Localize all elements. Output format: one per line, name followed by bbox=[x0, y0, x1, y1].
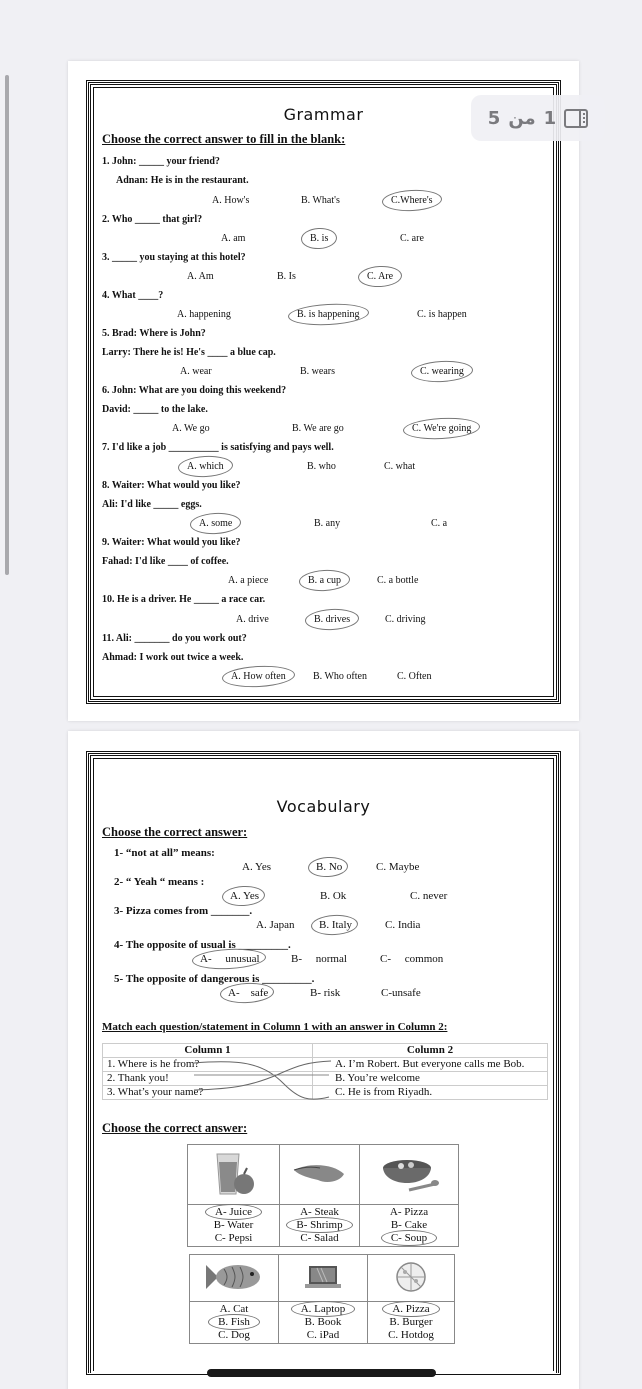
match-row bbox=[103, 1086, 548, 1100]
p1-option-c[interactable]: C- Pepsi bbox=[214, 1232, 253, 1244]
picture-options bbox=[368, 1302, 455, 1344]
match-col2-item[interactable]: B. You’re welcome bbox=[313, 1072, 548, 1086]
question-3-line-1: 3. _____ you staying at this hotel? bbox=[102, 252, 246, 263]
q6-option-a[interactable]: A. We go bbox=[172, 423, 210, 434]
page-border-inner bbox=[93, 87, 554, 697]
q1-option-c[interactable]: C.Where's bbox=[391, 195, 433, 206]
shrimp-icon bbox=[290, 1158, 350, 1188]
match-col1-item[interactable]: 2. Thank you! bbox=[103, 1072, 313, 1086]
p5-option-a[interactable]: A. Laptop bbox=[300, 1303, 346, 1315]
q10-option-a[interactable]: A. drive bbox=[236, 614, 269, 625]
match-table bbox=[102, 1043, 548, 1100]
fish-icon bbox=[204, 1261, 264, 1293]
q11-option-c[interactable]: C. Often bbox=[397, 671, 432, 682]
home-indicator[interactable] bbox=[207, 1369, 436, 1377]
p2-option-a[interactable]: A- Steak bbox=[300, 1206, 339, 1218]
match-col1-item[interactable]: 1. Where is he from? bbox=[103, 1058, 313, 1072]
p6-option-b[interactable]: B. Burger bbox=[389, 1316, 433, 1328]
sidebar-thumbnails-icon bbox=[564, 109, 588, 128]
picture-cell bbox=[279, 1255, 368, 1302]
picture-cell bbox=[360, 1145, 459, 1205]
match-col2-header: Column 2 bbox=[313, 1044, 548, 1058]
q2-option-c[interactable]: C. are bbox=[400, 233, 424, 244]
v1-option-b[interactable]: B. No bbox=[316, 861, 343, 873]
v3-option-a[interactable]: A. Japan bbox=[256, 919, 295, 931]
v3-option-c[interactable]: C. India bbox=[385, 919, 421, 931]
vocab-question-4: 4- The opposite of usual is _________. bbox=[114, 939, 291, 951]
question-9-line-2: Fahad: I'd like ____ of coffee. bbox=[102, 556, 229, 567]
vocab-question-2: 2- “ Yeah “ means : bbox=[114, 876, 205, 888]
p4-option-b[interactable]: B. Fish bbox=[218, 1316, 250, 1328]
question-8-line-1: 8. Waiter: What would you like? bbox=[102, 480, 241, 491]
juice-and-orange-icon bbox=[209, 1148, 259, 1198]
picture-cell bbox=[280, 1145, 360, 1205]
laptop-icon bbox=[303, 1264, 343, 1290]
picture-options bbox=[280, 1205, 360, 1247]
q3-option-c[interactable]: C. Are bbox=[367, 271, 394, 282]
question-7-line-1: 7. I'd like a job __________ is satisfying and pays well. bbox=[102, 442, 334, 453]
q5-option-c[interactable]: C. wearing bbox=[420, 366, 464, 377]
v4-option-b[interactable]: B- normal bbox=[291, 953, 347, 965]
match-col2-item[interactable]: A. I’m Robert. But everyone calls me Bob. bbox=[313, 1058, 548, 1072]
match-col1-item[interactable]: 3. What’s your name? bbox=[103, 1086, 313, 1100]
picture-options bbox=[188, 1205, 280, 1247]
picture-options bbox=[360, 1205, 459, 1247]
vocab-question-3: 3- Pizza comes from _______. bbox=[114, 905, 253, 917]
q4-option-b[interactable]: B. is happening bbox=[297, 309, 360, 320]
question-2-line-1: 2. Who _____ that girl? bbox=[102, 214, 203, 225]
p5-option-b[interactable]: B. Book bbox=[304, 1316, 342, 1328]
q8-option-b[interactable]: B. any bbox=[314, 518, 341, 529]
p4-option-c[interactable]: C. Dog bbox=[218, 1329, 250, 1341]
v2-option-c[interactable]: C. never bbox=[410, 890, 448, 902]
q6-option-b[interactable]: B. We are go bbox=[292, 423, 344, 434]
q7-option-c[interactable]: C. what bbox=[384, 461, 416, 472]
p1-option-a[interactable]: A- Juice bbox=[215, 1206, 252, 1218]
document-page-2 bbox=[68, 731, 579, 1389]
q1-option-a[interactable]: A. How's bbox=[212, 195, 250, 206]
p3-option-c[interactable]: C- Soup bbox=[390, 1232, 428, 1244]
v2-option-a[interactable]: A. Yes bbox=[230, 890, 260, 902]
vocab-question-1: 1- “not at all” means: bbox=[114, 847, 215, 859]
q11-option-a[interactable]: A. How often bbox=[231, 671, 286, 682]
picture-cell bbox=[190, 1255, 279, 1302]
question-6-line-1: 6. John: What are you doing this weekend? bbox=[102, 385, 287, 396]
q6-option-c[interactable]: C. We're going bbox=[412, 423, 472, 434]
question-1-line-1: 1. John: _____ your friend? bbox=[102, 156, 220, 167]
q8-option-a[interactable]: A. some bbox=[199, 518, 233, 529]
q7-option-b[interactable]: B. who bbox=[307, 461, 336, 472]
soup-bowl-icon bbox=[379, 1148, 439, 1198]
q5-option-b[interactable]: B. wears bbox=[300, 366, 335, 377]
question-1-line-2: Adnan: He is in the restaurant. bbox=[116, 175, 249, 186]
picture-table-2 bbox=[189, 1254, 455, 1344]
q5-option-a[interactable]: A. wear bbox=[180, 366, 212, 377]
p4-option-a[interactable]: A. Cat bbox=[219, 1303, 249, 1315]
q8-option-c[interactable]: C. a bbox=[431, 518, 448, 529]
picture-table-1 bbox=[187, 1144, 459, 1247]
vocabulary-title: Vocabulary bbox=[276, 797, 371, 816]
match-table-header bbox=[103, 1044, 548, 1058]
page-border-inner bbox=[93, 758, 554, 1371]
p1-option-b[interactable]: B- Water bbox=[213, 1219, 254, 1231]
v5-option-c[interactable]: C-unsafe bbox=[381, 987, 421, 999]
vocabulary-instruction: Choose the correct answer: bbox=[102, 825, 248, 839]
q9-option-c[interactable]: C. a bottle bbox=[377, 575, 419, 586]
q3-option-b[interactable]: B. Is bbox=[277, 271, 296, 282]
p5-option-c[interactable]: C. iPad bbox=[306, 1329, 340, 1341]
picture-cell bbox=[188, 1145, 280, 1205]
vocab-question-5: 5- The opposite of dangerous is _________. bbox=[114, 973, 315, 985]
q9-option-b[interactable]: B. a cup bbox=[308, 575, 342, 586]
v1-option-c[interactable]: C. Maybe bbox=[376, 861, 420, 873]
q9-option-a[interactable]: A. a piece bbox=[228, 575, 269, 586]
match-row bbox=[103, 1072, 548, 1086]
document-page-1 bbox=[68, 61, 579, 721]
q1-option-b[interactable]: B. What's bbox=[301, 195, 340, 206]
p2-option-c[interactable]: C- Salad bbox=[300, 1232, 339, 1244]
q4-option-a[interactable]: A. happening bbox=[177, 309, 231, 320]
question-11-line-1: 11. Ali: _______ do you work out? bbox=[102, 633, 247, 644]
question-8-line-2: Ali: I'd like _____ eggs. bbox=[102, 499, 202, 510]
picture-options bbox=[190, 1302, 279, 1344]
v5-option-a[interactable]: A- safe bbox=[228, 987, 269, 999]
q7-option-a[interactable]: A. which bbox=[187, 461, 224, 472]
page-separator: من bbox=[508, 107, 536, 129]
question-4-line-1: 4. What ____? bbox=[102, 290, 164, 301]
q10-option-c[interactable]: C. driving bbox=[385, 614, 426, 625]
page-border bbox=[88, 753, 559, 1373]
p3-option-b[interactable]: B- Cake bbox=[390, 1219, 428, 1231]
question-5-line-2: Larry: There he is! He's ____ a blue cap. bbox=[102, 347, 276, 358]
question-11-line-2: Ahmad: I work out twice a week. bbox=[102, 652, 244, 663]
pictures-instruction: Choose the correct answer: bbox=[102, 1121, 248, 1135]
page-total: 5 bbox=[487, 107, 501, 129]
picture-cell bbox=[368, 1255, 455, 1302]
match-col1-header: Column 1 bbox=[103, 1044, 313, 1058]
q11-option-b[interactable]: B. Who often bbox=[313, 671, 367, 682]
v1-option-a[interactable]: A. Yes bbox=[242, 861, 272, 873]
match-instruction: Match each question/statement in Column 1 with an answer in Column 2: bbox=[102, 1021, 448, 1033]
v2-option-b[interactable]: B. Ok bbox=[320, 890, 347, 902]
q2-option-b[interactable]: B. is bbox=[310, 233, 329, 244]
q10-option-b[interactable]: B. drives bbox=[314, 614, 351, 625]
pizza-icon bbox=[395, 1261, 427, 1293]
scroll-indicator[interactable] bbox=[5, 75, 9, 575]
question-9-line-1: 9. Waiter: What would you like? bbox=[102, 537, 241, 548]
v4-option-a[interactable]: A- unusual bbox=[200, 953, 260, 965]
question-6-line-2: David: _____ to the lake. bbox=[102, 404, 208, 415]
q2-option-a[interactable]: A. am bbox=[221, 233, 246, 244]
p3-option-a[interactable]: A- Pizza bbox=[389, 1206, 429, 1218]
picture-options bbox=[279, 1302, 368, 1344]
q4-option-c[interactable]: C. is happen bbox=[417, 309, 467, 320]
p6-option-c[interactable]: C. Hotdog bbox=[388, 1329, 434, 1341]
question-5-line-1: 5. Brad: Where is John? bbox=[102, 328, 206, 339]
q3-option-a[interactable]: A. Am bbox=[187, 271, 214, 282]
p6-option-a[interactable]: A. Pizza bbox=[392, 1303, 430, 1315]
v4-option-c[interactable]: C- common bbox=[380, 953, 444, 965]
page-counter-badge[interactable] bbox=[471, 95, 605, 141]
question-10-line-1: 10. He is a driver. He _____ a race car. bbox=[102, 594, 266, 605]
v3-option-b[interactable]: B. Italy bbox=[319, 919, 352, 931]
grammar-title: Grammar bbox=[283, 105, 364, 124]
grammar-instruction: Choose the correct answer to fill in the blank: bbox=[102, 132, 346, 146]
match-col2-item[interactable]: C. He is from Riyadh. bbox=[313, 1086, 548, 1100]
page-border bbox=[88, 82, 559, 702]
match-row bbox=[103, 1058, 548, 1072]
p2-option-b[interactable]: B- Shrimp bbox=[296, 1219, 343, 1231]
page-current: 1 bbox=[543, 107, 557, 129]
v5-option-b[interactable]: B- risk bbox=[310, 987, 341, 999]
